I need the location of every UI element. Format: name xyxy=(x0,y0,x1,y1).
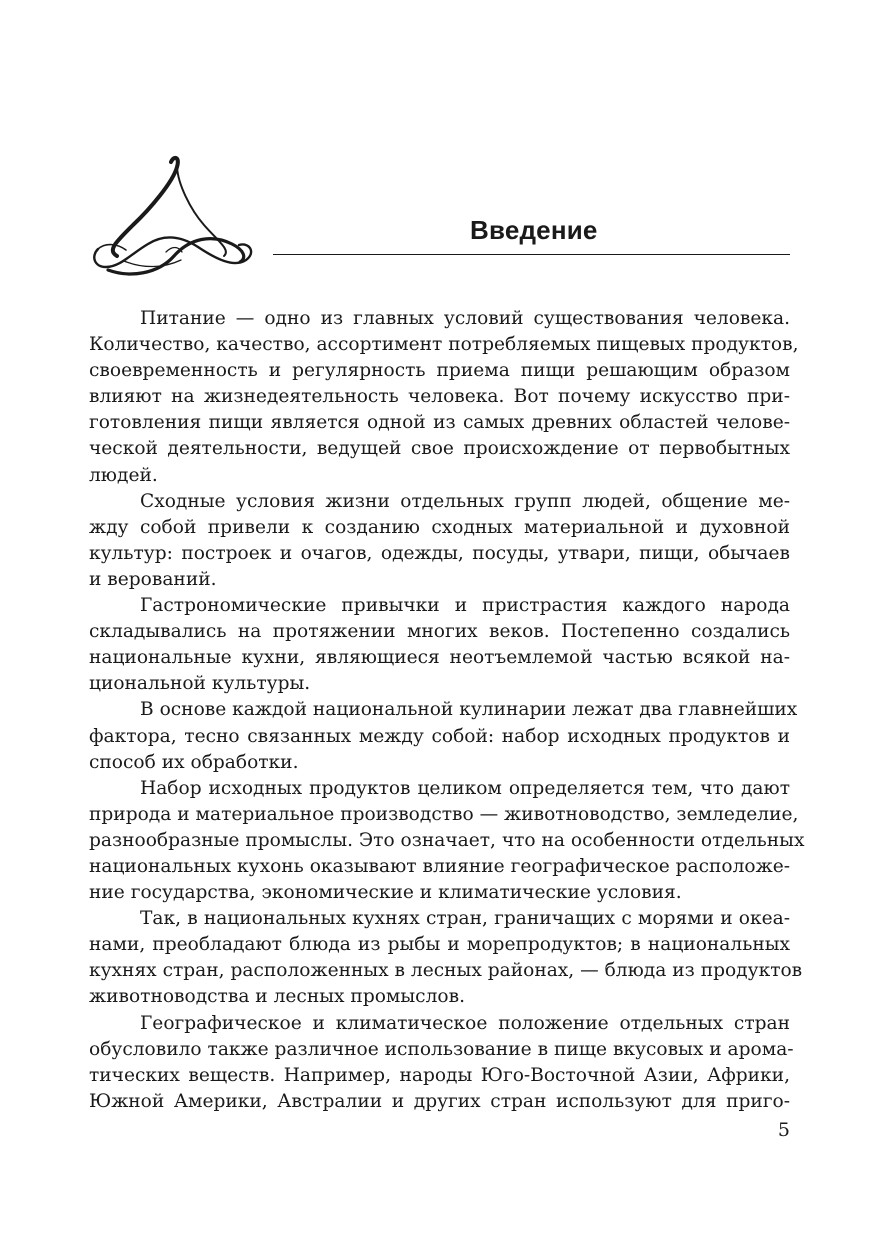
paragraph-line: разнообразные промыслы. Это означает, что на особенности отдельных xyxy=(89,829,805,851)
paragraph-line: способ их обработки. xyxy=(89,751,299,773)
paragraph-line: национальных кухонь оказывают влияние географическое расположе- xyxy=(89,855,791,877)
paragraph-line: циональной культуры. xyxy=(89,673,311,695)
paragraph-line: природа и материальное производство — животноводство, земледелие, xyxy=(89,803,799,825)
paragraph-line: обусловило также различное использование в пище вкусовых и арома- xyxy=(89,1038,794,1060)
paragraph-line: ческой деятельности, ведущей свое происхождение от первобытных xyxy=(89,438,790,460)
paragraph-line: людей. xyxy=(89,464,158,486)
paragraph-line: Набор исходных продуктов целиком определяется тем, что дают xyxy=(140,777,790,799)
paragraph-line: фактора, тесно связанных между собой: набор исходных продуктов и xyxy=(89,725,790,747)
paragraph-line: влияют на жизнедеятельность человека. Вот почему искусство при- xyxy=(89,386,790,408)
paragraph-line: Сходные условия жизни отдельных групп людей, общение ме- xyxy=(140,490,790,512)
chapter-title: Введение xyxy=(470,215,598,245)
paragraph-line: ние государства, экономические и климатические условия. xyxy=(89,882,682,904)
paragraph-line: культур: построек и очагов, одежды, посуды, утвари, пищи, обычаев xyxy=(89,542,790,564)
paragraph-line: Географическое и климатическое положение отдельных стран xyxy=(140,1012,790,1034)
paragraph-line: Так, в национальных кухнях стран, граничащих с морями и океа- xyxy=(140,908,790,930)
paragraph-line: жду собой привели к созданию сходных материальной и духовной xyxy=(89,516,790,538)
paragraph-line: готовления пищи является одной из самых древних областей челове- xyxy=(89,412,790,434)
paragraph-line: национальные кухни, являющиеся неотъемлемой частью всякой на- xyxy=(89,647,790,669)
paragraph-line: складывались на протяжении многих веков. Постепенно создались xyxy=(89,621,790,643)
paragraph-line: тических веществ. Например, народы Юго-Восточной Азии, Африки, xyxy=(89,1064,790,1086)
paragraph-line: и верований. xyxy=(89,568,217,590)
paragraph-line: животноводства и лесных промыслов. xyxy=(89,986,465,1008)
page-number: 5 xyxy=(777,1119,790,1141)
body-text xyxy=(89,306,805,1115)
paragraph-line: Южной Америки, Австралии и других стран используют для приго- xyxy=(89,1090,790,1112)
paragraph-line: В основе каждой национальной кулинарии лежат два главнейших xyxy=(140,699,798,721)
calligraphic-flourish-icon xyxy=(86,152,256,282)
title-divider xyxy=(273,254,790,255)
paragraph-line: Питание — одно из главных условий существования человека. xyxy=(140,308,790,329)
paragraph-line: кухнях стран, расположенных в лесных районах, — блюда из продуктов xyxy=(89,960,803,982)
paragraph-line: нами, преобладают блюда из рыбы и морепродуктов; в национальных xyxy=(89,934,790,956)
paragraph-line: своевременность и регулярность приема пищи решающим образом xyxy=(89,360,790,382)
paragraph-line: Количество, качество, ассортимент потребляемых пищевых продуктов, xyxy=(89,334,799,356)
paragraph-line: Гастрономические привычки и пристрастия каждого народа xyxy=(140,595,790,617)
